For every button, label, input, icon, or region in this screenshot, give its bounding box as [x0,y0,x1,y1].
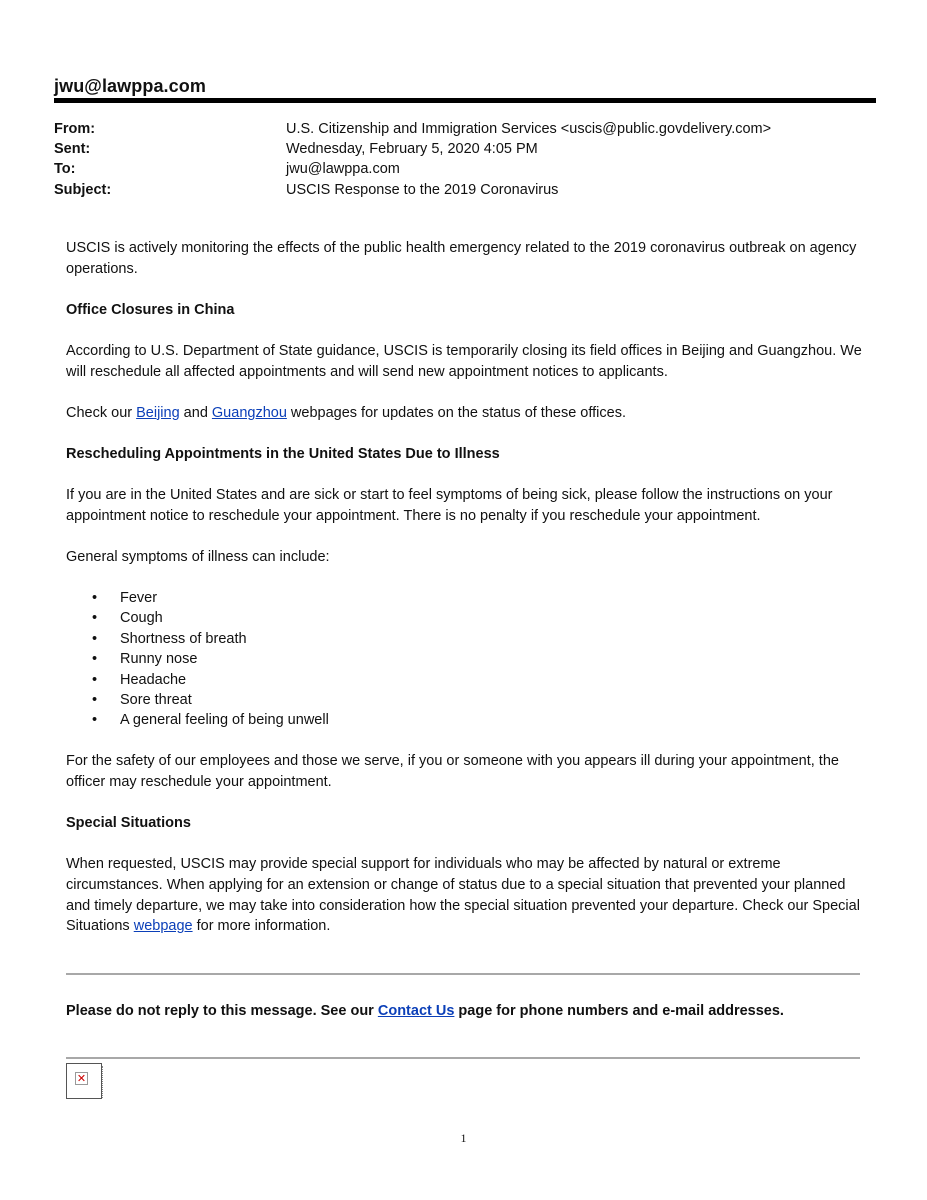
list-item [66,690,866,710]
header-value-from: U.S. Citizenship and Immigration Services <uscis@public.govdelivery.com> [286,121,772,137]
bullet-icon: • [92,651,98,668]
mailbox-owner-email: jwu@lawppa.com [54,76,206,96]
section-heading-rescheduling: Rescheduling Appointments in the United States Due to Illness [66,445,500,462]
list-item [66,588,866,608]
header-label: Sent: [54,141,91,158]
symptoms-list [66,588,866,731]
list-item [66,629,866,649]
symptoms-intro: General symptoms of illness can include: [66,548,330,565]
no-reply-notice [66,1001,784,1021]
header-value-subject: USCIS Response to the 2019 Coronavirus [286,181,559,198]
contact-us-link[interactable]: Contact Us [377,1003,455,1019]
symptom-text: Sore threat [120,692,192,709]
image-edge-marker [102,1066,107,1098]
symptom-text: A general feeling of being unwell [120,712,329,729]
guangzhou-link[interactable]: Guangzhou [211,404,287,421]
bullet-icon: • [92,630,98,647]
header-label: To: [54,161,76,178]
section-heading-special-situations: Special Situations [66,815,191,832]
bullet-icon: • [92,610,98,627]
header-value-sent: Wednesday, February 5, 2020 4:05 PM [286,141,538,158]
list-item [66,608,866,628]
text-fragment: page for phone numbers and e-mail addresses. [454,1003,784,1019]
symptom-text: Shortness of breath [120,630,247,647]
office-links-paragraph [66,403,866,424]
bullet-icon: • [92,712,98,729]
bullet-icon: • [92,590,98,607]
list-item [66,670,866,690]
page-number: 1 [460,1131,467,1145]
email-body [66,238,866,957]
header-row-sent [54,139,771,159]
header-label: From: [54,121,96,137]
bullet-icon: • [92,692,98,709]
header-row-to [54,159,771,179]
symptom-text: Runny nose [120,651,198,668]
header-value-to: jwu@lawppa.com [286,161,400,178]
symptom-text: Cough [120,610,163,627]
text-fragment: for more information. [192,918,331,935]
text-fragment: webpages for updates on the status of these offices. [286,404,626,421]
section-heading-office-closures: Office Closures in China [66,301,235,318]
safety-paragraph: For the safety of our employees and those we serve, if you or someone with you appears ill during your appointment, the officer may reschedule your appointment. [66,753,839,791]
footer-divider-top [66,973,860,975]
symptom-text: Headache [120,671,187,688]
broken-image-icon: ✕ [76,1072,87,1085]
footer-divider-bottom [66,1057,860,1059]
broken-image-placeholder [66,1063,102,1099]
bullet-icon: • [92,671,98,688]
header-divider [54,98,876,103]
beijing-link[interactable]: Beijing [136,404,180,421]
list-item [66,710,866,730]
text-fragment: Please do not reply to this message. See our [66,1003,378,1019]
rescheduling-paragraph: If you are in the United States and are sick or start to feel symptoms of being sick, please follow the instructions on your appointment notice to reschedule your appointment. There is no penalty if you reschedule your appointment. [66,487,833,524]
special-situations-paragraph [66,854,866,936]
webpage-link[interactable]: webpage [133,918,193,935]
email-header-block [54,119,771,200]
office-closures-paragraph: According to U.S. Department of State guidance, USCIS is temporarily closing its field offices in Beijing and Guangzhou. We will reschedule all affected appointments and will send new appointment notices to applicants. [66,342,862,380]
text-fragment: When requested, USCIS may provide special support for individuals who may be affected by natural or extreme circumstances. When applying for an extension or change of status due to a special situation that prevented your planned and timely departure, we may take into consideration how the special situation prevented your departure. Check our Special Situations [66,856,860,935]
text-fragment: Check our [66,404,137,421]
intro-paragraph: USCIS is actively monitoring the effects of the public health emergency related to the 2019 coronavirus outbreak on agency operations. [66,240,857,277]
header-row-from [54,119,771,139]
header-row-subject [54,180,771,200]
text-fragment: and [179,404,212,421]
symptom-text: Fever [120,590,158,607]
header-label: Subject: [54,181,112,198]
list-item [66,649,866,669]
